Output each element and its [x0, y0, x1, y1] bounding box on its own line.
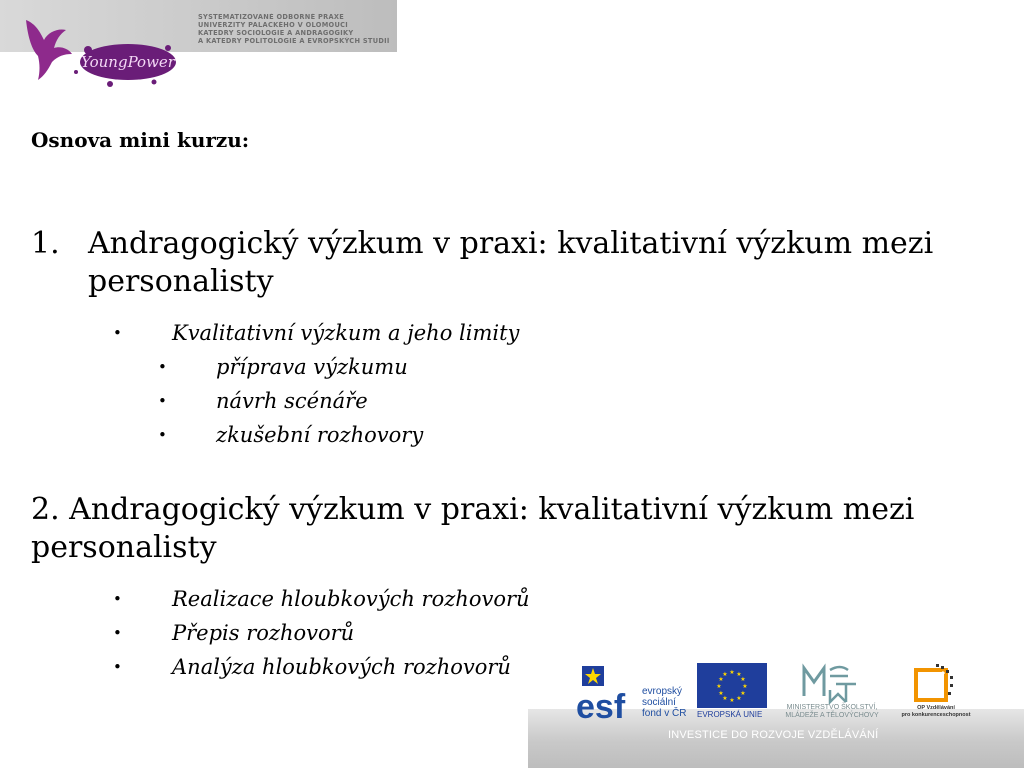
- institution-line: A KATEDRY POLITOLOGIE A EVROPSKÝCH STUDIÍ: [198, 37, 390, 45]
- svg-text:★: ★: [729, 697, 735, 704]
- bullet: •: [158, 358, 167, 376]
- slide-heading: Osnova mini kurzu:: [31, 128, 250, 152]
- footer-tagline: INVESTICE DO ROZVOJE VZDĚLÁVÁNÍ: [668, 729, 879, 741]
- svg-text:★: ★: [736, 671, 742, 678]
- list-item: Kvalitativní výzkum a jeho limity: [172, 321, 520, 345]
- svg-text:★: ★: [722, 671, 728, 678]
- msmt-label-line: MINISTERSTVO ŠKOLSTVÍ,: [786, 704, 878, 711]
- youngpower-logo: [18, 10, 188, 90]
- logo-text: YoungPower: [81, 53, 175, 71]
- op-label-line: OP Vzdělávání: [917, 705, 955, 711]
- bullet: •: [113, 624, 122, 642]
- eu-flag-icon: [697, 663, 767, 708]
- msmt-label: [772, 704, 892, 720]
- bullet: •: [113, 658, 122, 676]
- svg-text:★: ★: [718, 690, 724, 697]
- institution-line: SYSTEMATIZOVANÉ ODBORNÉ PRAXE: [198, 13, 345, 21]
- msmt-label-line: MLÁDEŽE A TĚLOVÝCHOVY: [785, 712, 879, 719]
- msmt-logo: [800, 662, 860, 704]
- svg-text:★: ★: [740, 690, 746, 697]
- bullet: •: [158, 426, 167, 444]
- hummingbird-icon: [26, 20, 72, 80]
- eu-label: EVROPSKÁ UNIE: [697, 710, 763, 719]
- op-label-line: pro konkurenceschopnost: [901, 712, 971, 718]
- svg-text:★: ★: [722, 695, 728, 702]
- esf-label-line: fond v ČR: [642, 708, 687, 719]
- op-logo: [910, 662, 958, 710]
- svg-text:★: ★: [718, 676, 724, 683]
- svg-text:★: ★: [736, 695, 742, 702]
- list-item: zkušební rozhovory: [216, 423, 424, 447]
- section1-title: Andragogický výzkum v praxi: kvalitativní výzkum mezi personalisty: [88, 226, 934, 299]
- section2-title: 2. Andragogický výzkum v praxi: kvalitativní výzkum mezi personalisty: [31, 492, 915, 565]
- op-label: [895, 705, 977, 719]
- esf-label-line: sociální: [642, 697, 676, 708]
- esf-logo: [576, 662, 638, 720]
- svg-text:★: ★: [740, 676, 746, 683]
- bullet: •: [113, 324, 122, 342]
- list-item: Analýza hloubkových rozhovorů: [172, 655, 511, 679]
- esf-label: [642, 686, 686, 719]
- svg-text:★: ★: [729, 669, 735, 676]
- svg-text:★: ★: [716, 683, 722, 690]
- esf-label-line: evropský: [642, 686, 683, 697]
- bullet: •: [113, 590, 122, 608]
- list-item: Přepis rozhovorů: [172, 621, 355, 645]
- section1-number: 1.: [31, 226, 60, 261]
- institution-text: [198, 13, 393, 45]
- esf-mark-text: esf: [576, 688, 626, 720]
- institution-line: UNIVERZITY PALACKÉHO V OLOMOUCI: [198, 21, 349, 29]
- institution-line: KATEDRY SOCIOLOGIE A ANDRAGOGIKY: [198, 29, 354, 37]
- bullet: •: [158, 392, 167, 410]
- list-item: návrh scénáře: [216, 389, 368, 413]
- list-item: příprava výzkumu: [216, 355, 408, 379]
- svg-text:★: ★: [742, 683, 748, 690]
- list-item: Realizace hloubkových rozhovorů: [172, 587, 530, 611]
